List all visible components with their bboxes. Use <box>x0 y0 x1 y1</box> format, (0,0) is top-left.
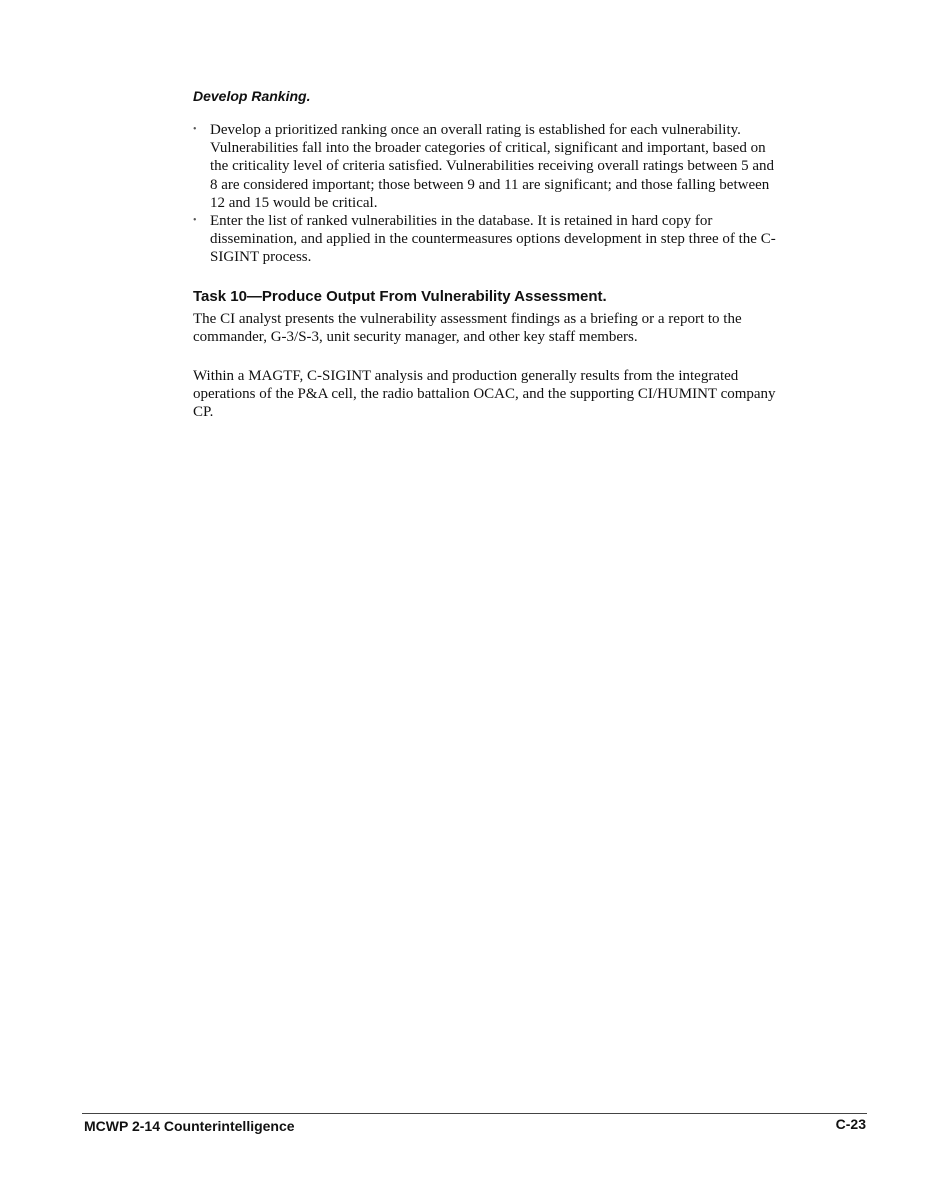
list-item <box>193 121 783 212</box>
list-item <box>193 212 783 267</box>
footer-publication-title: MCWP 2-14 Counterintelligence <box>84 1118 295 1134</box>
bullet-text: Develop a prioritized ranking once an overall rating is established for each vulnerability. Vulnerabilities fall into the broader categories of critical, significant and important, based on the criticality level of criteria satisfied. Vulnerabilities receiving overall ratings between 5 and 8 are considered important; those between 9 and 11 are significant; and those falling between 12 and 15 would be critical. <box>210 122 775 211</box>
bullet-text: Enter the list of ranked vulnerabilities in the database. It is retained in hard copy for dissemination, and applied in the countermeasures options development in step three of the C-SIGINT process. <box>210 213 776 266</box>
footer-divider <box>82 1113 867 1114</box>
paragraph-findings: The CI analyst presents the vulnerability assessment findings as a briefing or a report to the commander, G-3/S-3, unit security manager, and other key staff members. <box>193 311 742 346</box>
task-heading: Task 10—Produce Output From Vulnerability Assessment. <box>193 288 607 305</box>
footer-page-number: C-23 <box>835 1116 866 1132</box>
subheading-develop-ranking: Develop Ranking. <box>193 88 311 104</box>
paragraph-magtf: Within a MAGTF, C-SIGINT analysis and production generally results from the integrated operations of the P&A cell, the radio battalion OCAC, and the supporting CI/HUMINT company CP. <box>193 368 776 421</box>
bullet-icon: • <box>193 124 197 135</box>
bullet-icon: • <box>193 215 197 227</box>
bullet-list <box>193 121 783 267</box>
